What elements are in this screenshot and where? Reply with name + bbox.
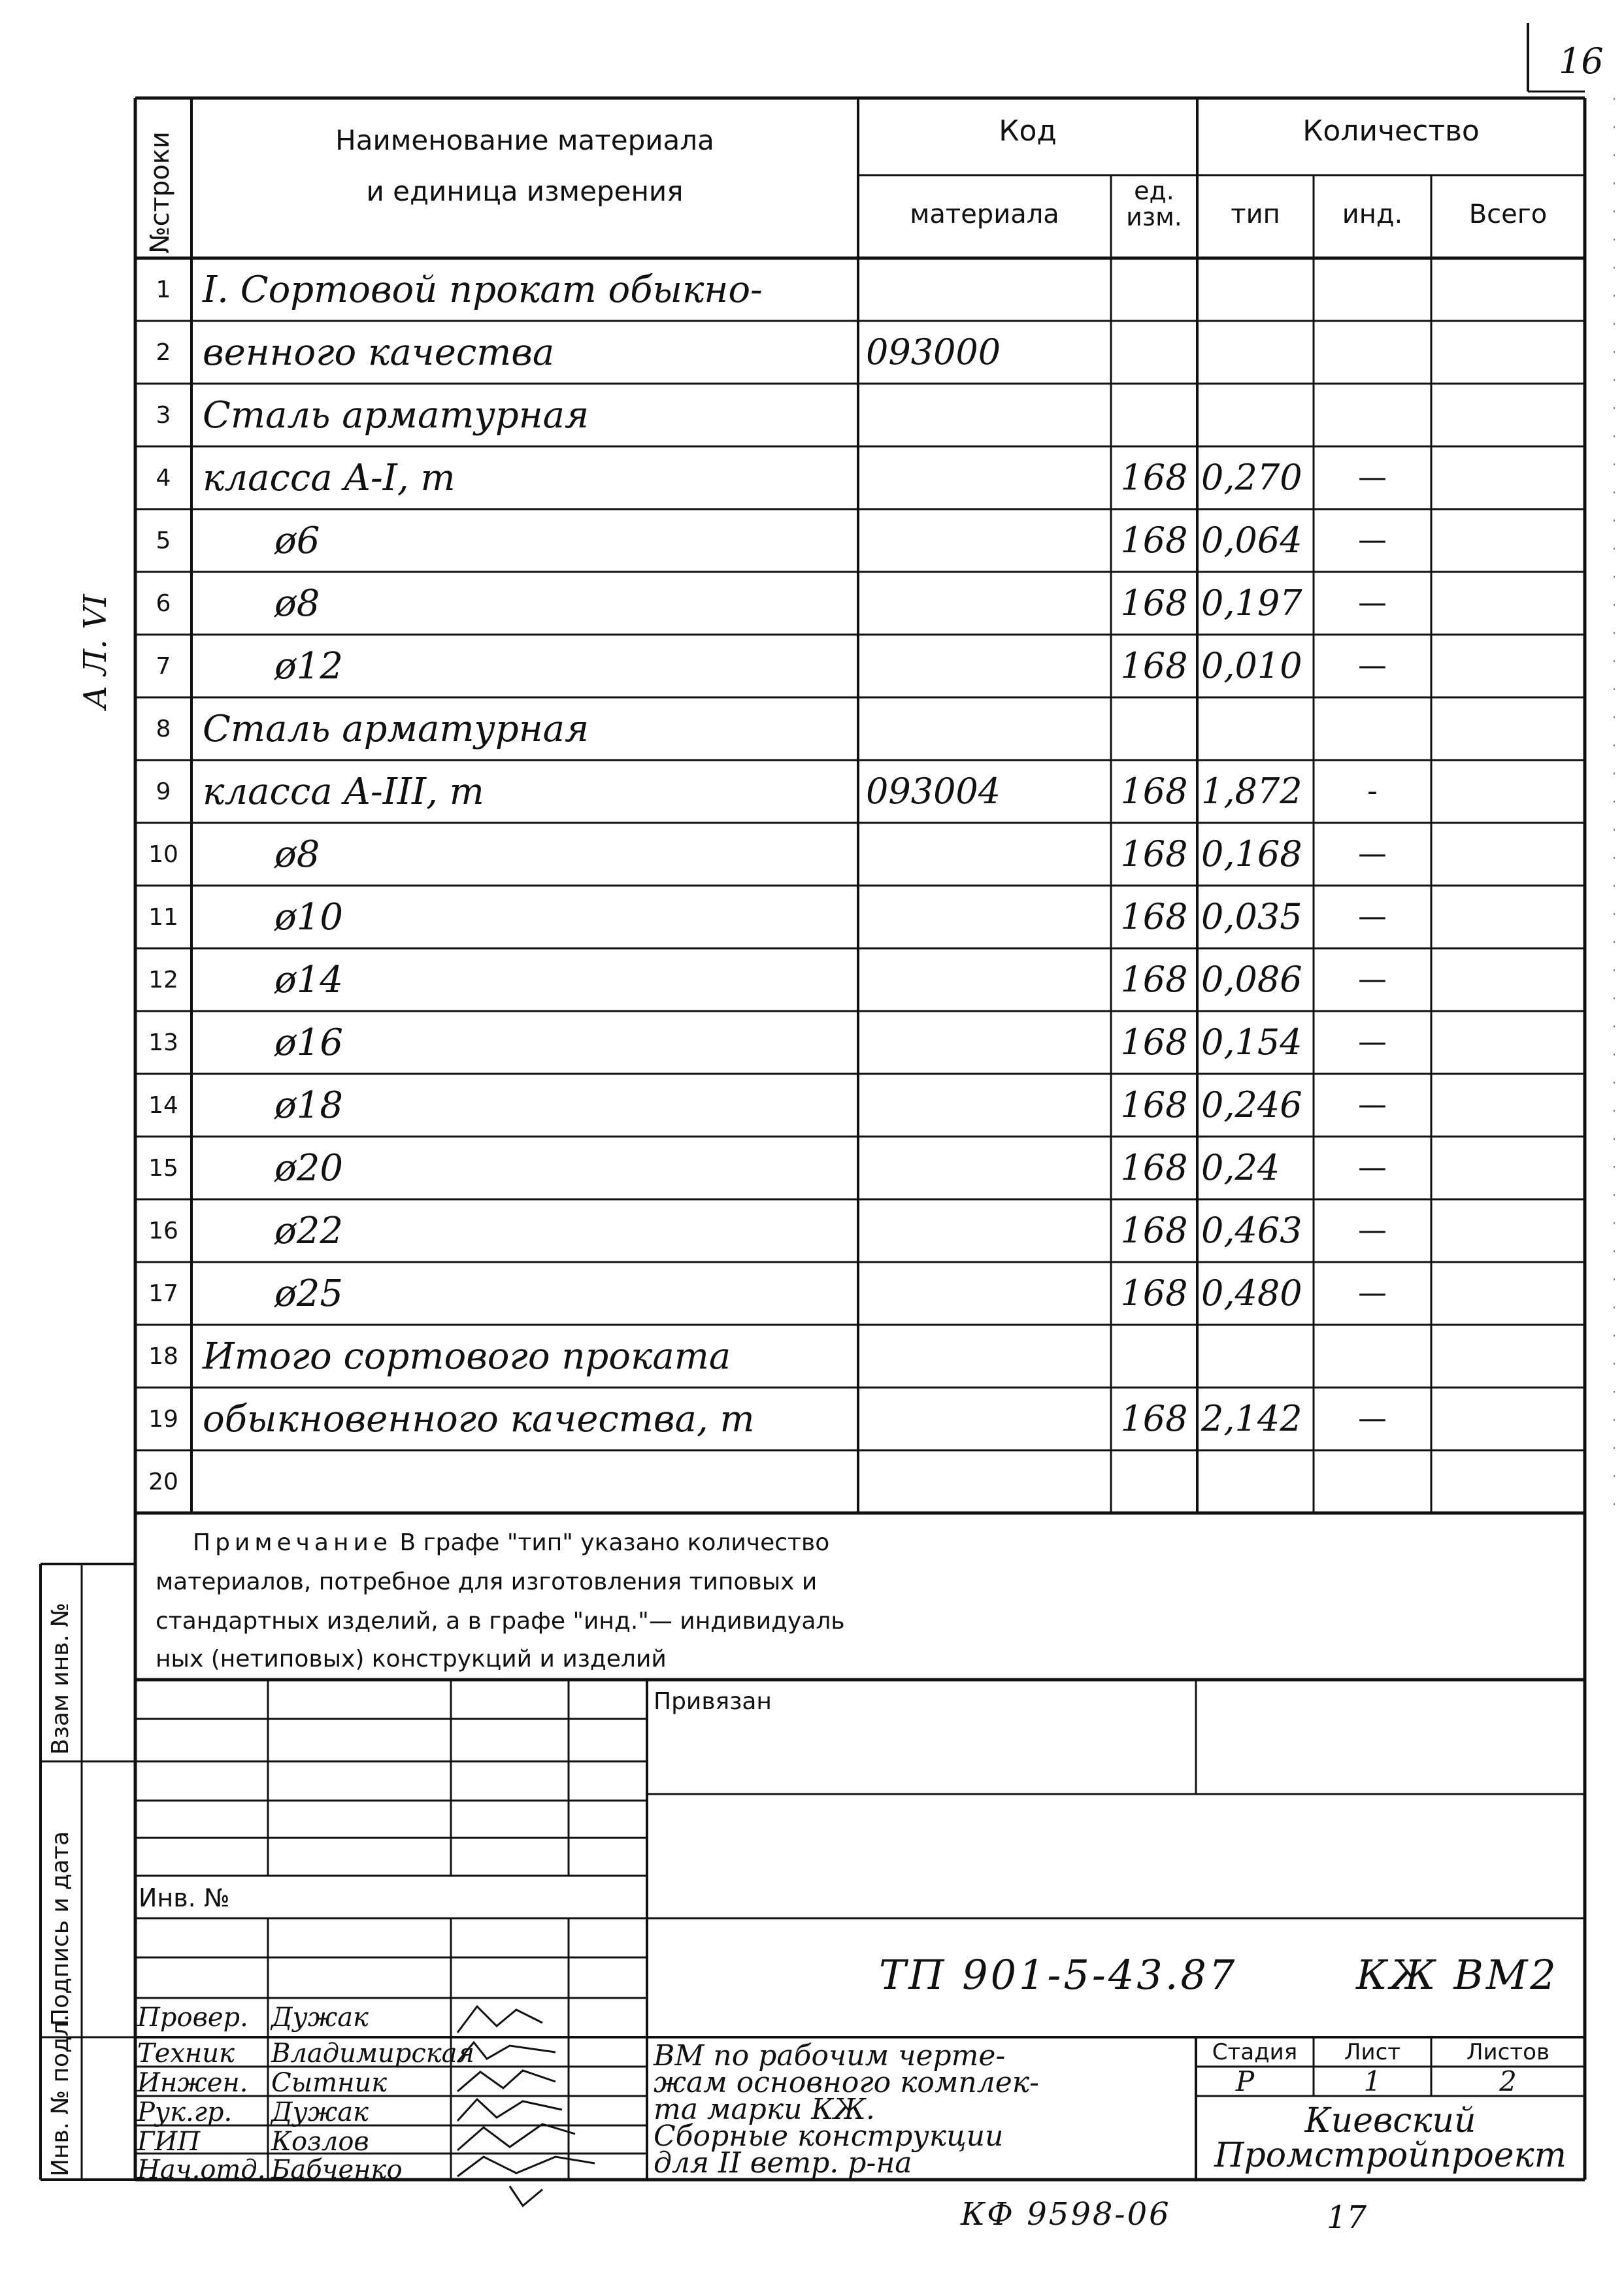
header-quantity: Количество: [1302, 114, 1480, 148]
row-number: 14: [148, 1092, 178, 1119]
footer-archive-number: КФ 9598-06: [961, 2196, 1171, 2233]
row-qty-ind: —: [1358, 1025, 1387, 1059]
note-line4: ных (нетиповых) конструкций и изделий: [156, 1646, 667, 1672]
sheet-label: Лист: [1344, 2039, 1401, 2065]
header-qty-type: тип: [1231, 199, 1280, 229]
row-unit-code: 168: [1120, 1084, 1188, 1125]
row-material-name: I. Сортовой прокат обыкно-: [203, 269, 763, 311]
row-qty-ind: —: [1358, 1402, 1387, 1435]
signature-name: Дужак: [271, 2097, 369, 2127]
row-number: 16: [148, 1218, 178, 1244]
row-material-name: класса A-I, т: [203, 457, 456, 499]
privyazan-label: Привязан: [654, 1688, 772, 1715]
row-material-name: ø6: [274, 520, 320, 562]
row-number: 11: [148, 904, 178, 931]
row-number: 3: [156, 402, 171, 429]
row-material-name: ø20: [274, 1147, 343, 1189]
row-qty-ind: —: [1358, 461, 1387, 494]
row-material-name: ø18: [274, 1084, 343, 1127]
organization-line1: Киевский: [1304, 2101, 1476, 2140]
row-unit-code: 168: [1120, 1022, 1188, 1063]
row-qty-ind: —: [1358, 524, 1387, 557]
document-mark: КЖ ВМ2: [1356, 1951, 1559, 1999]
row-qty-type: 0,010: [1201, 645, 1302, 686]
footer-page-number: 17: [1327, 2199, 1367, 2236]
row-qty-type: 0,086: [1201, 959, 1302, 1000]
signature-role: ГИП: [137, 2127, 201, 2157]
row-material-name: венного качества: [203, 331, 555, 374]
sheets-value: 2: [1499, 2065, 1517, 2097]
row-material-name: ø8: [274, 833, 320, 876]
row-number: 15: [148, 1155, 178, 1182]
document-description: [654, 2039, 1039, 2180]
stamp-podpis-data: Подпись и дата: [47, 1831, 74, 2026]
row-number: 5: [156, 527, 171, 554]
note-label: Примечание: [193, 1529, 393, 1556]
row-number: 13: [148, 1029, 178, 1056]
row-number: 8: [156, 716, 171, 742]
row-qty-ind: —: [1358, 900, 1387, 933]
page-number: 16: [1559, 41, 1604, 82]
description-line: Сборные конструкции: [654, 2120, 1004, 2153]
row-material-name: ø12: [274, 645, 343, 688]
inv-number-label: Инв. №: [139, 1884, 230, 1912]
row-qty-type: 0,154: [1201, 1022, 1302, 1063]
description-line: для II ветр. р-на: [654, 2146, 912, 2180]
header-qty-ind: инд.: [1342, 199, 1403, 229]
signature-role: Техник: [137, 2038, 235, 2069]
signature-role: Провер.: [137, 2003, 248, 2033]
row-qty-ind: —: [1358, 1088, 1387, 1122]
row-number: 7: [156, 653, 171, 680]
row-material-code: 093004: [866, 771, 1001, 812]
row-number: 17: [148, 1280, 178, 1307]
document-code: ТП 901-5-43.87: [879, 1951, 1238, 1999]
row-material-name: ø25: [274, 1273, 343, 1315]
sheet-value: 1: [1363, 2065, 1382, 2097]
row-number: 10: [148, 841, 178, 868]
row-material-name: класса A-III, т: [203, 771, 484, 813]
row-qty-type: 0,197: [1201, 582, 1302, 624]
row-material-name: ø22: [274, 1210, 343, 1252]
row-qty-ind: —: [1358, 649, 1387, 682]
row-unit-code: 168: [1120, 833, 1188, 874]
row-number: 4: [156, 465, 171, 491]
signature-name: Бабченко: [271, 2155, 403, 2185]
row-material-name: обыкновенного качества, т: [203, 1398, 755, 1440]
signature-name: Дужак: [271, 2003, 369, 2033]
row-qty-ind: -: [1367, 774, 1378, 808]
stage-value: Р: [1235, 2065, 1255, 2097]
header-code-unit: ед. изм.: [1126, 176, 1182, 231]
row-qty-type: 0,480: [1201, 1273, 1302, 1314]
note-line2: материалов, потребное для изготовления типовых и: [156, 1569, 818, 1595]
header-name-line2: и единица измерения: [366, 175, 684, 207]
header-code: Код: [999, 114, 1057, 148]
row-qty-type: 0,24: [1201, 1147, 1280, 1188]
row-material-code: 093000: [866, 331, 1001, 373]
row-number: 6: [156, 590, 171, 617]
signature-role: Рук.гр.: [137, 2097, 233, 2127]
header-code-material: материала: [910, 199, 1059, 229]
row-unit-code: 168: [1120, 520, 1188, 561]
row-unit-code: 168: [1120, 771, 1188, 812]
stage-label: Стадия: [1212, 2039, 1298, 2065]
row-qty-ind: —: [1358, 586, 1387, 620]
row-material-name: ø14: [274, 959, 343, 1001]
row-number: 12: [148, 967, 178, 993]
row-unit-code: 168: [1120, 1273, 1188, 1314]
row-material-name: ø8: [274, 582, 320, 625]
row-unit-code: 168: [1120, 457, 1188, 498]
sheets-label: Листов: [1466, 2039, 1549, 2065]
row-number: 18: [148, 1343, 178, 1370]
organization-line2: Промстройпроект: [1214, 2136, 1566, 2175]
signature-role: Инжен.: [137, 2068, 248, 2098]
row-unit-code: 168: [1120, 896, 1188, 937]
row-unit-code: 168: [1120, 959, 1188, 1000]
note-text: В графе "тип" указано количество: [399, 1529, 830, 1556]
signature-name: Владимирская: [271, 2038, 474, 2069]
row-qty-type: 0,035: [1201, 896, 1302, 937]
row-material-name: ø16: [274, 1022, 343, 1064]
row-unit-code: 168: [1120, 582, 1188, 624]
row-material-name: ø10: [274, 896, 343, 939]
row-unit-code: 168: [1120, 1147, 1188, 1188]
row-qty-type: 0,463: [1201, 1210, 1302, 1251]
row-material-name: Сталь арматурная: [203, 394, 589, 437]
row-qty-type: 0,168: [1201, 833, 1302, 874]
row-qty-type: 0,064: [1201, 520, 1302, 561]
row-number: 19: [148, 1406, 178, 1433]
row-qty-ind: —: [1358, 837, 1387, 871]
header-qty-total: Всего: [1468, 199, 1548, 229]
stamp-vzam-inv: Взам инв. №: [47, 1603, 74, 1755]
row-qty-type: 1,872: [1201, 771, 1302, 812]
row-qty-type: 0,246: [1201, 1084, 1302, 1125]
header-name-line1: Наименование материала: [335, 124, 714, 156]
row-number: 9: [156, 778, 171, 805]
row-qty-ind: —: [1358, 963, 1387, 996]
margin-mark: А Л. VI: [77, 594, 114, 709]
signature-role: Нач.отд.: [137, 2155, 266, 2185]
header-row-number: №строки: [145, 131, 175, 254]
row-qty-ind: —: [1358, 1276, 1387, 1310]
description-line: жам основного комплек-: [654, 2066, 1039, 2099]
note-line1: [193, 1529, 829, 1556]
row-number: 1: [156, 276, 171, 303]
stamp-inv-podl: Инв. № подл.: [47, 2014, 74, 2176]
row-unit-code: 168: [1120, 1398, 1188, 1439]
row-unit-code: 168: [1120, 645, 1188, 686]
row-unit-code: 168: [1120, 1210, 1188, 1251]
signature-name: Козлов: [271, 2127, 369, 2157]
row-number: 2: [156, 339, 171, 366]
row-qty-ind: —: [1358, 1214, 1387, 1247]
signature-name: Сытник: [271, 2068, 388, 2098]
description-line: та марки КЖ.: [654, 2093, 875, 2126]
row-qty-type: 2,142: [1201, 1398, 1302, 1439]
row-material-name: Итого сортового проката: [203, 1335, 731, 1378]
row-qty-ind: —: [1358, 1151, 1387, 1184]
row-qty-type: 0,270: [1201, 457, 1302, 498]
description-line: ВМ по рабочим черте-: [654, 2039, 1006, 2072]
row-number: 20: [148, 1469, 178, 1495]
note-line3: стандартных изделий, а в графе "инд."— индивидуаль: [156, 1608, 845, 1635]
row-material-name: Сталь арматурная: [203, 708, 589, 750]
